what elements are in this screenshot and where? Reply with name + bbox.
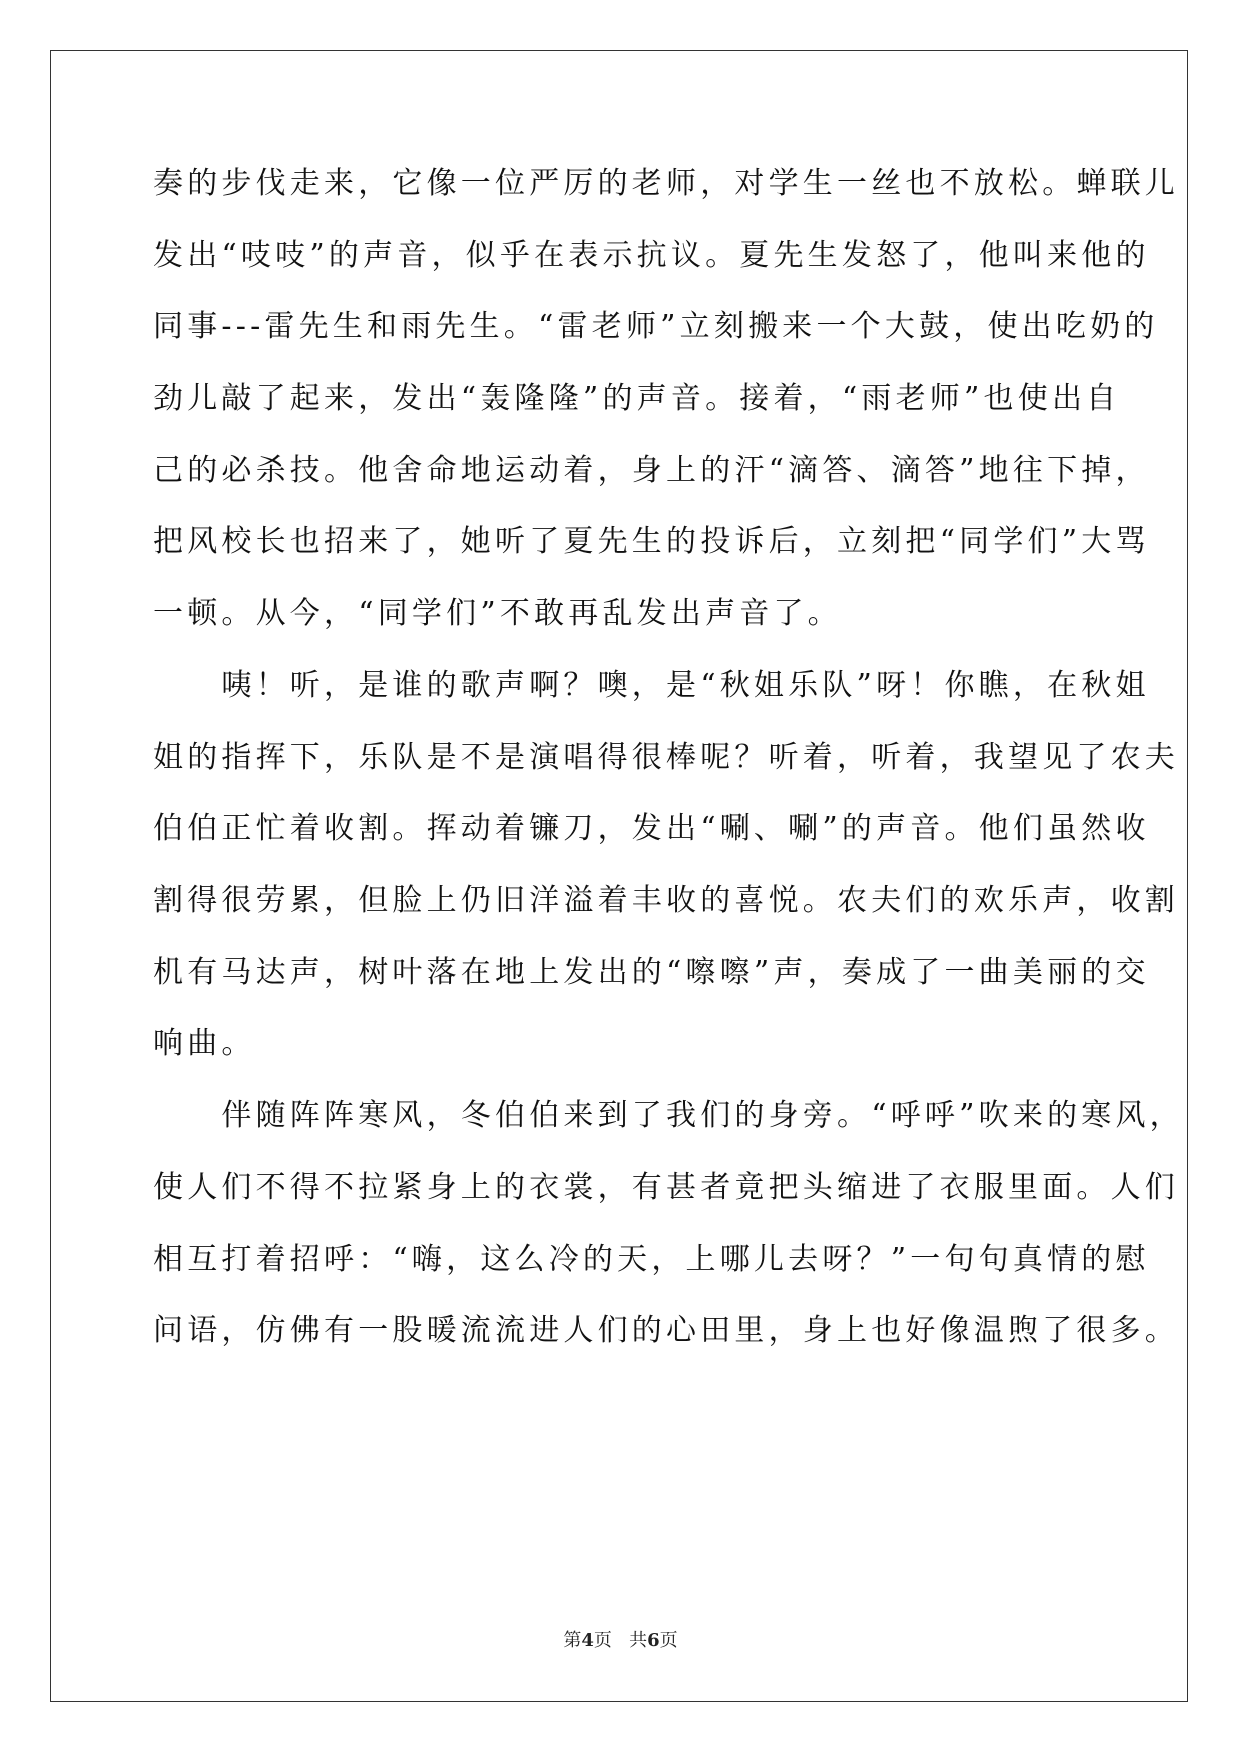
text-line: 己的必杀技。他舍命地运动着，身上的汗“滴答、滴答”地往下掉， (153, 453, 1150, 488)
text-line: 同事---雷先生和雨先生。“雷老师”立刻搬来一个大鼓，使出吃奶的 (153, 309, 1159, 344)
text-line: 机有马达声，树叶落在地上发出的“嚓嚓”声，奏成了一曲美丽的交 (153, 955, 1150, 990)
page-footer (0, 1626, 1241, 1652)
text-line: 劲儿敲了起来，发出“轰隆隆”的声音。接着，“雨老师”也使出自 (153, 381, 1121, 416)
total-page-number: 6 (647, 1630, 660, 1651)
text-line: 伴随阵阵寒风，冬伯伯来到了我们的身旁。“呼呼”吹来的寒风， (153, 1098, 1184, 1133)
current-page-number: 4 (581, 1630, 594, 1651)
text-line: 伯伯正忙着收割。挥动着镰刀，发出“唰、唰”的声音。他们虽然收 (153, 811, 1150, 846)
text-line: 使人们不得不拉紧身上的衣裳，有甚者竟把头缩进了衣服里面。人们 (153, 1170, 1179, 1205)
text-line: 响曲。 (153, 1026, 256, 1061)
page-border (50, 50, 1188, 1702)
text-line: 一顿。从今，“同学们”不敢再乱发出声音了。 (153, 596, 842, 631)
text-line: 相互打着招呼：“嗨，这么冷的天，上哪儿去呀？”一句句真情的慰 (153, 1242, 1150, 1277)
footer-total-unit: 页 (659, 1630, 678, 1651)
text-line: 咦！听，是谁的歌声啊？噢，是“秋姐乐队”呀！你瞧，在秋姐 (153, 668, 1150, 703)
text-line: 姐的指挥下，乐队是不是演唱得很棒呢？听着，听着，我望见了农夫 (153, 740, 1179, 775)
text-line: 割得很劳累，但脸上仍旧洋溢着丰收的喜悦。农夫们的欢乐声，收割 (153, 883, 1179, 918)
footer-page-unit: 页 (593, 1630, 612, 1651)
text-line: 奏的步伐走来，它像一位严厉的老师，对学生一丝也不放松。蝉联儿 (153, 166, 1179, 201)
text-line: 发出“吱吱”的声音，似乎在表示抗议。夏先生发怒了，他叫来他的 (153, 238, 1150, 273)
footer-prefix: 第 (563, 1630, 582, 1651)
footer-total-prefix: 共 (629, 1630, 648, 1651)
text-line: 问语，仿佛有一股暖流流进人们的心田里，身上也好像温煦了很多。 (153, 1313, 1179, 1348)
text-line: 把风校长也招来了，她听了夏先生的投诉后，立刻把“同学们”大骂 (153, 524, 1150, 559)
